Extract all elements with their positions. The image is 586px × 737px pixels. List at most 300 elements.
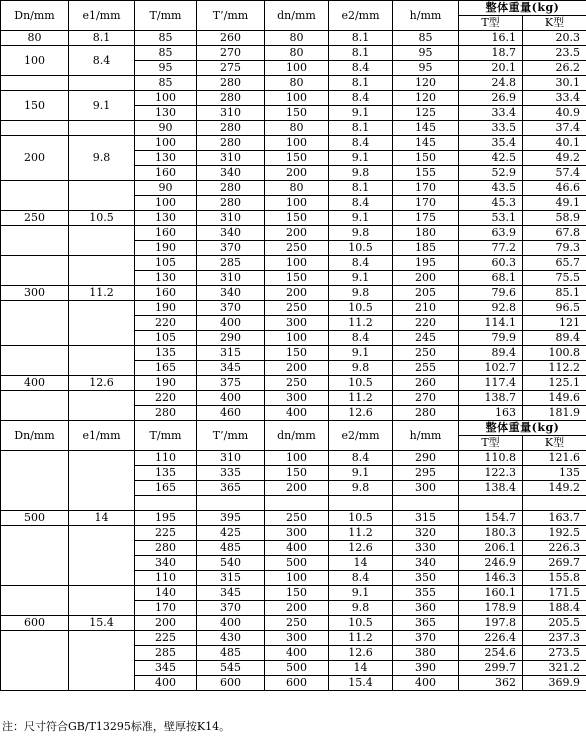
cell-tprime: 370 [197,241,265,256]
cell-h: 195 [393,256,459,271]
cell-dn [1,121,69,136]
cell-tprime: 400 [197,391,265,406]
cell-k-weight: 49.1 [523,196,586,211]
cell-dn [1,301,69,346]
cell-h: 200 [393,271,459,286]
cell-t-weight: 63.9 [459,226,523,241]
cell-dn-small: 100 [265,136,329,151]
cell-k-weight: 37.4 [523,121,586,136]
cell-e2: 8.1 [329,31,393,46]
cell-dn-small: 400 [265,541,329,556]
cell-dn-small: 200 [265,286,329,301]
header-dn: Dn/mm [1,1,69,31]
cell-t-weight: 68.1 [459,271,523,286]
cell-dn [1,586,69,616]
cell-e1 [69,346,135,376]
cell-dn-small: 300 [265,316,329,331]
cell-t: 285 [135,646,197,661]
cell-h: 155 [393,166,459,181]
cell-dn-small: 250 [265,616,329,631]
cell-dn [1,256,69,286]
cell-k-weight: 58.9 [523,211,586,226]
cell-e2: 14 [329,556,393,571]
cell-dn-small: 150 [265,586,329,601]
cell-dn-small: 100 [265,571,329,586]
cell-e1 [69,301,135,346]
cell-h: 95 [393,46,459,61]
cell-dn: 150 [1,91,69,121]
cell-t: 105 [135,256,197,271]
table-row [1,451,586,466]
table-row [1,376,586,391]
table-row [1,346,586,361]
header-e1: e1/mm [69,1,135,31]
cell-h: 355 [393,586,459,601]
cell-k-weight: 121.6 [523,451,586,466]
header-tprime: T’/mm [197,421,265,451]
table-row [1,181,586,196]
cell-t-weight: 45.3 [459,196,523,211]
cell-e1: 12.6 [69,376,135,391]
cell-e2: 10.5 [329,376,393,391]
cell-t-weight: 26.9 [459,91,523,106]
header-e1: e1/mm [69,421,135,451]
cell-k-weight: 149.6 [523,391,586,406]
cell-t-weight: 16.1 [459,31,523,46]
table-row [1,136,586,151]
cell-t: 280 [135,406,197,421]
cell-k-weight: 20.3 [523,31,586,46]
cell-e1 [69,121,135,136]
cell-k-weight: 26.2 [523,61,586,76]
cell-h: 120 [393,91,459,106]
cell-h: 150 [393,151,459,166]
table-row [1,616,586,631]
cell-t-weight: 18.7 [459,46,523,61]
header-dn-small: dn/mm [265,1,329,31]
cell-tprime: 600 [197,676,265,691]
cell-h: 125 [393,106,459,121]
cell-dn [1,346,69,376]
cell-tprime: 280 [197,136,265,151]
cell-t: 225 [135,631,197,646]
cell-t: 90 [135,181,197,196]
cell-h: 180 [393,226,459,241]
header-dn-small: dn/mm [265,421,329,451]
cell-t-weight: 146.3 [459,571,523,586]
cell-k-weight: 125.1 [523,376,586,391]
cell-tprime: 310 [197,106,265,121]
cell-tprime [197,496,265,511]
cell-t: 85 [135,31,197,46]
header-tprime: T’/mm [197,1,265,31]
cell-tprime: 290 [197,331,265,346]
cell-dn-small: 150 [265,271,329,286]
header-h: h/mm [393,1,459,31]
cell-tprime: 485 [197,541,265,556]
cell-e1: 14 [69,511,135,526]
cell-tprime: 310 [197,271,265,286]
cell-h: 220 [393,316,459,331]
cell-h: 400 [393,676,459,691]
cell-e2: 9.1 [329,466,393,481]
cell-t-weight: 154.7 [459,511,523,526]
cell-h: 170 [393,181,459,196]
cell-dn-small: 150 [265,346,329,361]
cell-t-weight: 254.6 [459,646,523,661]
cell-e2: 8.1 [329,181,393,196]
header-row [1,421,586,436]
cell-dn-small: 100 [265,196,329,211]
cell-k-weight: 85.1 [523,286,586,301]
cell-k-weight: 23.5 [523,46,586,61]
cell-t-weight: 117.4 [459,376,523,391]
cell-dn: 100 [1,46,69,76]
cell-t: 105 [135,331,197,346]
cell-dn-small: 80 [265,121,329,136]
cell-t-weight: 20.1 [459,61,523,76]
cell-e2: 8.4 [329,451,393,466]
cell-h: 260 [393,376,459,391]
cell-dn-small: 250 [265,301,329,316]
header-e2: e2/mm [329,421,393,451]
cell-h: 245 [393,331,459,346]
cell-k-weight: 40.9 [523,106,586,121]
cell-dn-small: 80 [265,76,329,91]
header-dn: Dn/mm [1,421,69,451]
table-row [1,76,586,91]
cell-k-weight: 89.4 [523,331,586,346]
cell-e2: 15.4 [329,676,393,691]
cell-t: 400 [135,676,197,691]
cell-t-weight: 163 [459,406,523,421]
cell-dn-small: 200 [265,166,329,181]
cell-tprime: 260 [197,31,265,46]
cell-t: 110 [135,571,197,586]
cell-dn [1,226,69,256]
cell-k-weight: 49.2 [523,151,586,166]
table-row [1,511,586,526]
header-t-type: T型 [459,436,523,451]
cell-e1: 9.8 [69,136,135,181]
cell-h: 365 [393,616,459,631]
table-row [1,526,586,541]
header-weight: 整体重量(kg) [459,421,586,436]
cell-k-weight: 57.4 [523,166,586,181]
cell-e2: 11.2 [329,316,393,331]
cell-k-weight [523,496,586,511]
cell-h: 170 [393,196,459,211]
cell-tprime: 270 [197,46,265,61]
table-row [1,286,586,301]
cell-k-weight: 369.9 [523,676,586,691]
cell-t: 85 [135,46,197,61]
cell-h: 250 [393,346,459,361]
cell-h: 270 [393,391,459,406]
cell-dn-small: 80 [265,31,329,46]
cell-e1 [69,76,135,91]
cell-tprime: 310 [197,211,265,226]
cell-dn-small: 150 [265,211,329,226]
cell-h: 185 [393,241,459,256]
cell-e2: 10.5 [329,301,393,316]
cell-t: 165 [135,481,197,496]
cell-e1 [69,226,135,256]
table-row [1,391,586,406]
cell-k-weight: 75.5 [523,271,586,286]
cell-e2: 12.6 [329,541,393,556]
cell-tprime: 400 [197,616,265,631]
cell-e2: 8.4 [329,61,393,76]
cell-k-weight: 205.5 [523,616,586,631]
cell-tprime: 460 [197,406,265,421]
cell-e1 [69,526,135,586]
cell-k-weight: 112.2 [523,361,586,376]
cell-tprime: 340 [197,286,265,301]
cell-t: 130 [135,106,197,121]
cell-dn-small: 200 [265,226,329,241]
cell-dn [1,451,69,511]
cell-e2: 10.5 [329,616,393,631]
cell-tprime: 540 [197,556,265,571]
cell-e2: 9.1 [329,346,393,361]
cell-t-weight: 197.8 [459,616,523,631]
cell-k-weight: 33.4 [523,91,586,106]
cell-t: 190 [135,376,197,391]
cell-tprime: 275 [197,61,265,76]
cell-e2: 8.1 [329,46,393,61]
cell-dn: 400 [1,376,69,391]
cell-e2: 8.4 [329,91,393,106]
cell-tprime: 315 [197,346,265,361]
cell-t: 90 [135,121,197,136]
table-row [1,121,586,136]
cell-tprime: 340 [197,166,265,181]
cell-t: 135 [135,346,197,361]
cell-e1: 10.5 [69,211,135,226]
cell-t-weight: 79.6 [459,286,523,301]
cell-t: 220 [135,316,197,331]
cell-t: 170 [135,601,197,616]
cell-dn: 600 [1,616,69,631]
cell-h: 255 [393,361,459,376]
header-t: T/mm [135,1,197,31]
cell-h: 370 [393,631,459,646]
cell-t-weight: 226.4 [459,631,523,646]
cell-e2: 9.8 [329,481,393,496]
table-row [1,31,586,46]
cell-t-weight: 138.4 [459,481,523,496]
cell-t-weight: 160.1 [459,586,523,601]
cell-t: 200 [135,616,197,631]
cell-dn-small: 150 [265,151,329,166]
cell-tprime: 430 [197,631,265,646]
cell-t-weight: 77.2 [459,241,523,256]
cell-e2: 9.8 [329,601,393,616]
cell-t-weight: 43.5 [459,181,523,196]
cell-t: 130 [135,211,197,226]
cell-dn-small: 200 [265,481,329,496]
cell-dn-small: 100 [265,91,329,106]
cell-k-weight: 171.5 [523,586,586,601]
cell-h: 120 [393,76,459,91]
cell-k-weight: 100.8 [523,346,586,361]
cell-k-weight: 269.7 [523,556,586,571]
cell-k-weight: 65.7 [523,256,586,271]
cell-e1 [69,586,135,616]
cell-tprime: 365 [197,481,265,496]
cell-t: 100 [135,91,197,106]
cell-t-weight: 246.9 [459,556,523,571]
cell-k-weight: 40.1 [523,136,586,151]
cell-h: 340 [393,556,459,571]
cell-tprime: 400 [197,316,265,331]
cell-e2: 12.6 [329,406,393,421]
cell-k-weight: 67.8 [523,226,586,241]
cell-tprime: 395 [197,511,265,526]
cell-k-weight: 135 [523,466,586,481]
cell-tprime: 370 [197,601,265,616]
header-t: T/mm [135,421,197,451]
cell-t-weight: 53.1 [459,211,523,226]
table-row [1,631,586,646]
cell-k-weight: 226.3 [523,541,586,556]
cell-e2: 9.8 [329,361,393,376]
header-e2: e2/mm [329,1,393,31]
cell-t-weight: 122.3 [459,466,523,481]
cell-k-weight: 79.3 [523,241,586,256]
cell-e2 [329,496,393,511]
cell-dn-small: 600 [265,676,329,691]
cell-tprime: 375 [197,376,265,391]
cell-t-weight: 33.4 [459,106,523,121]
cell-t-weight: 102.7 [459,361,523,376]
cell-t-weight: 92.8 [459,301,523,316]
cell-dn-small: 80 [265,46,329,61]
cell-t: 160 [135,226,197,241]
cell-e2: 9.8 [329,226,393,241]
cell-t: 195 [135,511,197,526]
cell-e2: 8.4 [329,331,393,346]
cell-t-weight [459,496,523,511]
cell-t-weight: 42.5 [459,151,523,166]
cell-t: 345 [135,661,197,676]
cell-e1 [69,391,135,421]
cell-e1 [69,631,135,691]
cell-t: 225 [135,526,197,541]
header-weight: 整体重量(kg) [459,1,586,16]
cell-h: 360 [393,601,459,616]
cell-e2: 10.5 [329,241,393,256]
cell-dn-small: 400 [265,406,329,421]
cell-tprime: 280 [197,76,265,91]
cell-e2: 8.1 [329,76,393,91]
cell-t: 110 [135,451,197,466]
cell-t: 190 [135,241,197,256]
cell-t: 100 [135,136,197,151]
cell-e2: 9.1 [329,106,393,121]
cell-h: 330 [393,541,459,556]
cell-t-weight: 60.3 [459,256,523,271]
cell-e2: 12.6 [329,646,393,661]
cell-t-weight: 52.9 [459,166,523,181]
cell-e2: 9.1 [329,211,393,226]
cell-e2: 8.4 [329,571,393,586]
cell-dn [1,631,69,691]
cell-dn-small: 200 [265,361,329,376]
table-row [1,301,586,316]
cell-t: 140 [135,586,197,601]
cell-tprime: 310 [197,451,265,466]
cell-t: 280 [135,541,197,556]
cell-k-weight: 121 [523,316,586,331]
cell-h: 85 [393,31,459,46]
cell-e2: 10.5 [329,511,393,526]
cell-h: 350 [393,571,459,586]
cell-t-weight: 299.7 [459,661,523,676]
cell-tprime: 315 [197,571,265,586]
cell-k-weight: 149.2 [523,481,586,496]
cell-k-weight: 188.4 [523,601,586,616]
cell-t-weight: 114.1 [459,316,523,331]
footnote: 注：尺寸符合GB/T13295标准，壁厚按K14。 [2,720,231,733]
cell-k-weight: 321.2 [523,661,586,676]
cell-dn: 80 [1,31,69,46]
cell-dn: 200 [1,136,69,181]
cell-tprime: 345 [197,586,265,601]
cell-e1: 11.2 [69,286,135,301]
cell-e1 [69,181,135,211]
cell-h: 95 [393,61,459,76]
table-row [1,46,586,61]
cell-t: 130 [135,151,197,166]
cell-dn-small: 100 [265,61,329,76]
cell-dn-small: 500 [265,661,329,676]
cell-h: 390 [393,661,459,676]
cell-dn [1,391,69,421]
cell-e2: 8.4 [329,256,393,271]
cell-t: 340 [135,556,197,571]
cell-e2: 9.8 [329,166,393,181]
cell-e2: 9.1 [329,151,393,166]
header-k-type: K型 [523,16,586,31]
cell-e2: 9.8 [329,286,393,301]
cell-tprime: 335 [197,466,265,481]
cell-tprime: 285 [197,256,265,271]
cell-k-weight: 181.9 [523,406,586,421]
cell-dn-small: 250 [265,511,329,526]
cell-h: 295 [393,466,459,481]
cell-dn [1,526,69,586]
cell-e2: 8.4 [329,136,393,151]
cell-h: 380 [393,646,459,661]
cell-k-weight: 237.3 [523,631,586,646]
cell-e1: 8.4 [69,46,135,76]
table-row [1,256,586,271]
cell-dn-small: 200 [265,601,329,616]
cell-e1 [69,451,135,511]
cell-k-weight: 96.5 [523,301,586,316]
cell-e2: 9.1 [329,271,393,286]
cell-t-weight: 138.7 [459,391,523,406]
cell-dn-small: 150 [265,466,329,481]
cell-dn [1,76,69,91]
cell-dn-small: 300 [265,391,329,406]
cell-dn: 500 [1,511,69,526]
cell-dn-small: 150 [265,106,329,121]
cell-tprime: 280 [197,181,265,196]
cell-tprime: 280 [197,91,265,106]
